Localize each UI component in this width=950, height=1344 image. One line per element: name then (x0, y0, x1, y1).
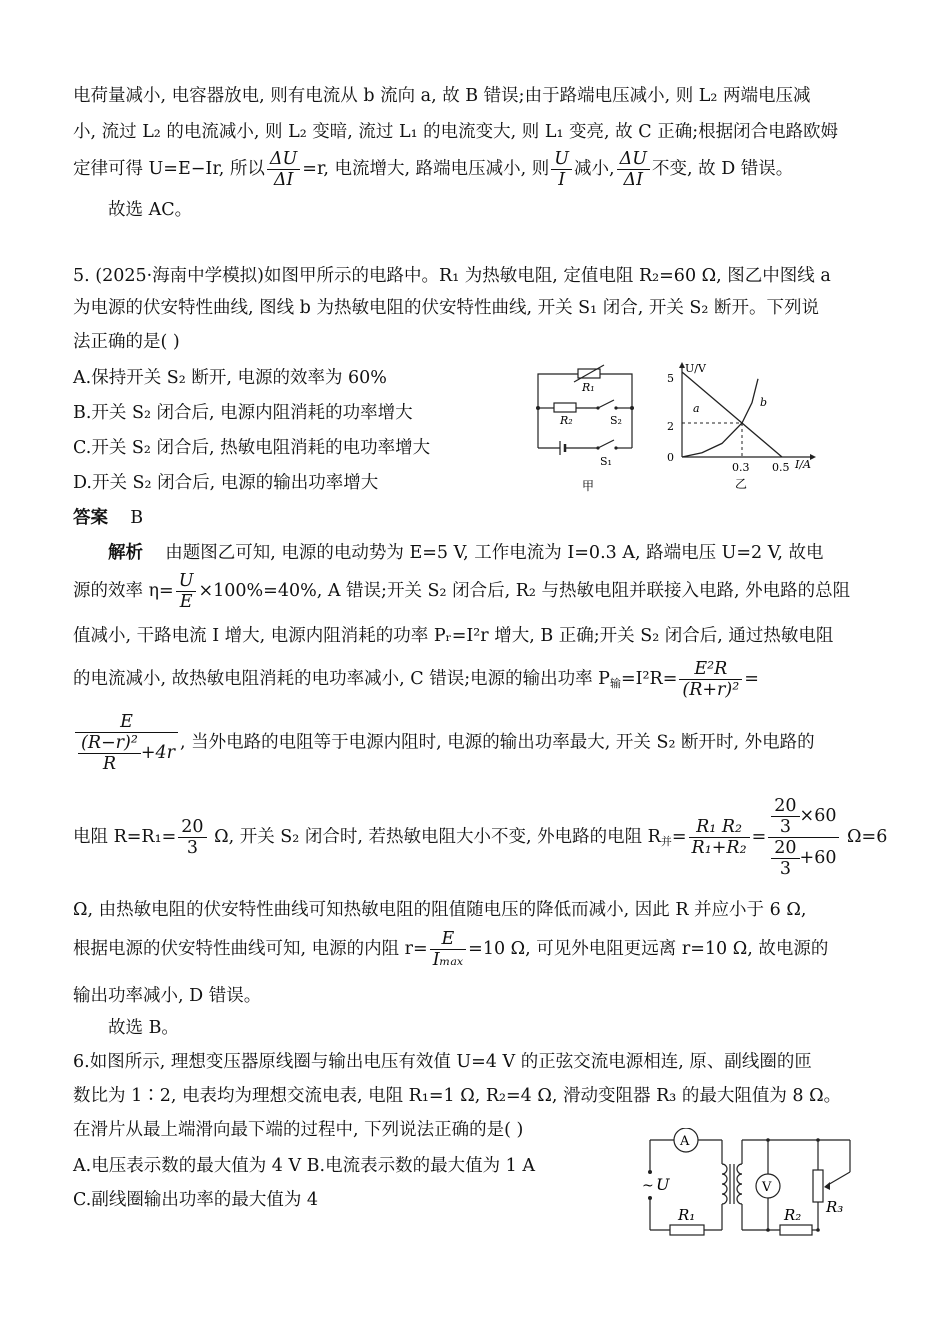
analysis-line: 值减小, 干路电流 I 增大, 电源内阻消耗的功率 Pᵣ=I²r 增大, B 正确;开关 S₂ 闭合后, 通过热敏电阻 (73, 626, 834, 646)
circuit-diagram-jia (530, 362, 640, 492)
y-axis-label: U/V (685, 362, 706, 375)
label-r1: R₁ (678, 1206, 696, 1224)
answer-value: B (130, 508, 144, 528)
origin-label: 0 (667, 451, 674, 464)
analysis-line: E $\frac{\text{(R−r)²}}{R}$ +4r , 当外电路的电阻等于电源内阻时, 电源的输出功率最大, 开关 S₂ 断开时, 外电路的 (73, 712, 815, 774)
fraction: $\frac{E}{\text{Iₘₐₓ}}$ (430, 929, 466, 970)
question-6-stem: 在滑片从最上端滑向最下端的过程中, 下列说法正确的是( ) (73, 1120, 524, 1140)
figure-caption-jia: 甲 (582, 479, 595, 492)
compound-fraction: E $\frac{\text{(R−r)²}}{R}$ +4r (75, 712, 178, 774)
analysis-line: 根据电源的伏安特性曲线可知, 电源的内阻 r= $\frac{E}{\text{Iₘₐₓ}}$ =10 Ω, 可见外电阻更远离 r=10 Ω, 故电源的 (73, 929, 829, 970)
label-r3: R₃ (826, 1198, 844, 1216)
text-line: 小, 流过 L₂ 的电流减小, 则 L₂ 变暗, 流过 L₁ 的电流变大, 则 L₁ 变亮, 故 C 正确;根据闭合电路欧姆 (73, 122, 839, 142)
text-line: 电荷量减小, 电容器放电, 则有电流从 b 流向 a, 故 B 错误;由于路端电压减小, 则 L₂ 两端电压减 (73, 86, 811, 106)
compound-fraction: $\frac{20}{3}$ ×60 $\frac{20}{3}$ +60 (768, 796, 839, 879)
label-r1: R₁ (582, 381, 595, 394)
question-5-stem: 为电源的伏安特性曲线, 图线 b 为热敏电阻的伏安特性曲线, 开关 S₁ 闭合, 开关 S₂ 断开。下列说 (73, 298, 819, 318)
analysis-line: 解析 由题图乙可知, 电源的电动势为 E=5 V, 工作电流为 I=0.3 A, 路端电压 U=2 V, 故电 (108, 543, 824, 563)
analysis-line: 的电流减小, 故热敏电阻消耗的电功率减小, C 错误;电源的输出功率 $P_输=I^2R=$ $\frac{\text{E²R}}{\text{(R+r)²}}$ = (73, 659, 759, 700)
x-axis-label: I/A (795, 458, 811, 471)
x-tick-0.5: 0.5 (772, 461, 790, 474)
figure-caption-yi: 乙 (735, 477, 748, 491)
fraction: $\frac{\Delta U}{\Delta I}$ (617, 149, 650, 190)
option-c: C.副线圈输出功率的最大值为 4 (73, 1190, 319, 1210)
y-tick-5: 5 (667, 372, 674, 385)
question-6-stem: 6.如图所示, 理想变压器原线圈与输出电压有效值 U=4 V 的正弦交流电源相连, 原、副线圈的匝 (73, 1052, 812, 1072)
fraction: $\frac{20}{3}$ (178, 817, 206, 858)
x-tick-0.3: 0.3 (732, 461, 750, 474)
label-s2: S₂ (610, 414, 622, 427)
fraction: $\frac{\text{E²R}}{\text{(R+r)²}}$ (679, 659, 742, 700)
label-r2: R₂ (784, 1206, 802, 1224)
fraction: $\frac{\Delta U}{\Delta I}$ (267, 149, 300, 190)
line-b-label: b (760, 396, 768, 409)
line-a-label: a (693, 402, 700, 415)
option-a: A.保持开关 S₂ 断开, 电源的效率为 60% (73, 368, 387, 388)
source-label-u: U (656, 1175, 670, 1194)
option-c: C.开关 S₂ 闭合后, 热敏电阻消耗的电功率增大 (73, 438, 431, 458)
analysis-line: 源的效率 η= $\frac{U}{E}$ ×100%=40%, A 错误;开关 S₂ 闭合后, R₂ 与热敏电阻并联接入电路, 外电路的总阻 (73, 571, 851, 612)
analysis-line: 电阻 R=R₁= $\frac{20}{3}$ Ω, 开关 S₂ 闭合时, 若热敏电阻大小不变, 外电路的电阻 $R_并=$ $\frac{\text{R₁ R₂}}{\text{R₁+R₂}}$ = $\frac{20}{3}$ ×60 $\frac{20}{3}$ +60 Ω=6 (73, 796, 888, 879)
text-line-with-fractions: 定律可得 U=E−Ir, 所以 $\frac{\Delta U}{\Delta I}$ =r, 电流增大, 路端电压减小, 则 $\frac{U}{I}$ 减小, $\frac{\Delta U}{\Delta I}$ 不变, 故 D 错误。 (73, 149, 794, 190)
voltmeter-label: V (762, 1180, 772, 1195)
label-r2: R₂ (560, 414, 573, 427)
y-tick-2: 2 (667, 420, 674, 433)
question-5-stem: 法正确的是( ) (73, 332, 180, 352)
fraction: $\frac{\text{R₁ R₂}}{\text{R₁+R₂}}$ (689, 817, 750, 858)
question-6-stem: 数比为 1∶2, 电表均为理想交流电表, 电阻 R₁=1 Ω, R₂=4 Ω, 滑动变阻器 R₃ 的最大阻值为 8 Ω。 (73, 1086, 842, 1106)
option-d: D.开关 S₂ 闭合后, 电源的输出功率增大 (73, 473, 379, 493)
fraction: $\frac{U}{E}$ (176, 571, 197, 612)
option-b: B.开关 S₂ 闭合后, 电源内阻消耗的功率增大 (73, 403, 413, 423)
analysis-line: Ω, 由热敏电阻的伏安特性曲线可知热敏电阻的阻值随电压的降低而减小, 因此 R 并应小于 6 Ω, (73, 900, 807, 920)
conclusion: 故选 B。 (108, 1018, 179, 1038)
analysis-label: 解析 (108, 543, 143, 563)
option-ab: A.电压表示数的最大值为 4 V B.电流表示数的最大值为 1 A (73, 1156, 535, 1176)
answer-label: 答案 (73, 508, 108, 528)
graph-yi (660, 360, 820, 492)
series-line-b (682, 379, 758, 457)
analysis-line: 输出功率减小, D 错误。 (73, 986, 262, 1006)
question-5-stem: 5. (2025·海南中学模拟)如图甲所示的电路中。R₁ 为热敏电阻, 定值电阻 R₂=60 Ω, 图乙中图线 a (73, 266, 831, 286)
conclusion: 故选 AC。 (108, 200, 193, 220)
fraction: $\frac{U}{I}$ (551, 149, 572, 190)
label-s1: S₁ (600, 455, 612, 468)
ammeter-label: A (680, 1134, 690, 1149)
answer-line (73, 506, 143, 530)
transformer-circuit (640, 1128, 865, 1240)
ac-source-symbol: ~ (642, 1178, 654, 1194)
